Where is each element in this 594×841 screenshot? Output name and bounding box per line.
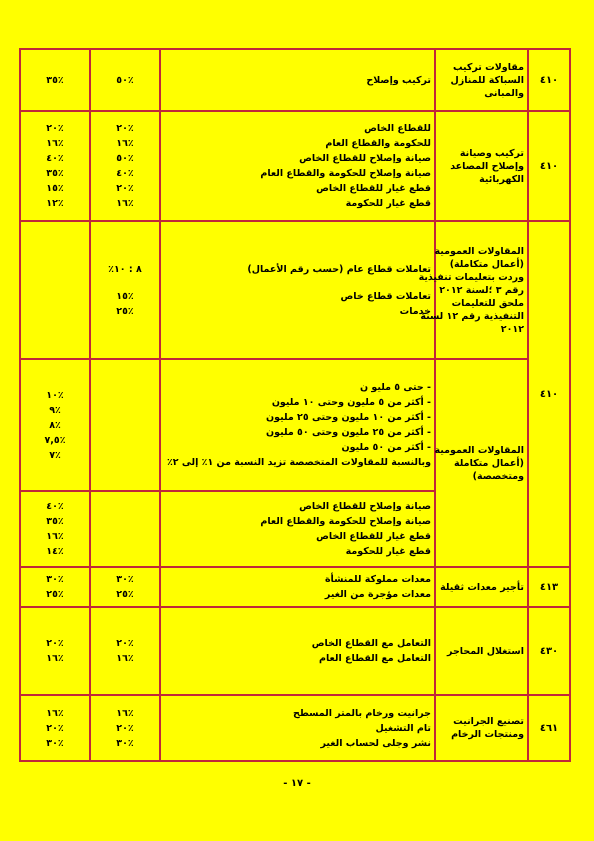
ratio-value: ٪٢٠: [46, 123, 64, 134]
ratio-value: ٪١٤: [46, 546, 64, 557]
detail-line: التعامل مع القطاع العام: [319, 653, 431, 664]
ratio-value: ٪١٦: [46, 653, 64, 664]
ratio-value: ٪٣٠: [116, 574, 134, 585]
activity-code-cell: ٤٦١: [528, 695, 570, 761]
detail-cell: [160, 49, 435, 111]
detail-line: تام التشغيل: [375, 722, 431, 734]
detail-line: للحكومة والقطاع العام: [325, 138, 431, 149]
ratio-value: ٪١٦: [116, 653, 134, 664]
ratio-col2-cell: [20, 695, 90, 761]
activity-code-cell: ٤١٠: [528, 111, 570, 221]
table-row: [20, 607, 570, 695]
ratio-value: ٪١٠: [46, 389, 64, 401]
ratio-value: ٪٤٠: [46, 501, 64, 512]
activity-name-line: الكهربائية: [479, 173, 524, 185]
ratio-value: ٪١٦: [46, 531, 64, 542]
detail-line: صيانة وإصلاح للقطاع الخاص: [299, 153, 431, 164]
activity-name-cell: [418, 221, 528, 359]
ratio-value: ٪٢٠: [116, 123, 134, 134]
ratio-value: ٪٢٠: [116, 183, 134, 194]
activity-name-cell: [435, 111, 528, 221]
ratio-value: ٪١٦: [116, 138, 134, 149]
ratio-value: ٪٢٥: [116, 305, 134, 317]
detail-line: - أكثر من ١٠ مليون وحتى ٢٥ مليون: [266, 412, 431, 423]
detail-line: - أكثر من ٢٥ مليون وحتى ٥٠ مليون: [266, 427, 431, 438]
detail-line: تعاملات قطاع عام (حسب رقم الأعمال): [247, 263, 431, 275]
detail-line: - أكثر من ٥٠ مليون: [341, 442, 431, 453]
activity-name-line: وإصلاح المصاعد: [450, 160, 524, 172]
ratio-value: ٪١٥: [46, 183, 64, 194]
detail-line: - حتى ٥ مليو ن: [359, 382, 431, 393]
detail-line: قطع غيار للقطاع الخاص: [316, 183, 431, 194]
detail-line: قطع غيار للحكومة: [345, 546, 431, 557]
activity-name-line: (أعمال متكاملة: [454, 457, 524, 469]
detail-line: صيانة وإصلاح للحكومة والقطاع العام: [260, 168, 431, 179]
detail-line: صيانة وإصلاح للحكومة والقطاع العام: [260, 516, 431, 527]
ratio-value: ٪١٥: [116, 290, 134, 302]
ratio-value: ٪١٦: [46, 138, 64, 149]
ratio-col2-cell: [20, 359, 90, 491]
activity-code-cell: ٤١٠: [528, 221, 570, 567]
activity-name-line: تركيب وصيانة: [459, 147, 524, 159]
activity-name-cell: [435, 49, 528, 111]
detail-cell: [160, 111, 435, 221]
ratio-value: ٪١٦: [46, 707, 64, 719]
table-body: [20, 49, 570, 761]
ratio-value: ٪٥٠: [116, 74, 134, 86]
detail-line: - أكثر من ٥ مليون وحتى ١٠ مليون: [271, 397, 431, 408]
ratio-value: ٪١٦: [116, 198, 134, 209]
ratio-value: ٪٢٥: [46, 589, 64, 600]
detail-line: قطع غيار للحكومة: [345, 198, 431, 209]
ratio-col1-cell: [90, 221, 160, 359]
ratio-value: ٪٥٠: [116, 153, 134, 164]
detail-line: معدات مؤجرة من الغير: [324, 589, 431, 600]
ratio-value: ٪٧: [49, 449, 61, 461]
activity-code-cell: ٤١٠: [528, 49, 570, 111]
detail-cell: [160, 359, 435, 491]
ratio-col1-cell: [90, 359, 160, 491]
detail-cell: [160, 607, 435, 695]
ratio-value: ٪٣٥: [46, 168, 64, 179]
activity-name-line: المقاولات العمومية: [434, 444, 524, 456]
detail-line: نشر وجلى لحساب الغير: [320, 737, 431, 749]
ratio-value: ٪٢٠: [116, 638, 134, 649]
ratio-value: ٪٩: [49, 404, 61, 416]
ratio-value: [94, 277, 156, 289]
ratio-col2-cell: [20, 491, 90, 567]
activity-name-line: المقاولات العمومية: [434, 245, 524, 257]
detail-line: تركيب وإصلاح: [366, 74, 431, 86]
ratio-value: ٪٣٠: [116, 737, 134, 749]
activity-name-cell: [435, 695, 528, 761]
ratio-col2-cell: [20, 49, 90, 111]
ratio-col2-cell: [20, 111, 90, 221]
ratio-value: ٪٢٠: [46, 722, 64, 734]
tax-ratios-table: [19, 48, 571, 762]
ratio-value: ٪٤٠: [46, 153, 64, 164]
table-row: [20, 221, 570, 359]
page-number: - ١٧ -: [283, 778, 311, 789]
activity-name-line: السباكة للمنازل: [450, 74, 524, 86]
activity-name-line: والمبانى: [484, 87, 524, 99]
activity-name-cell: [435, 567, 528, 607]
ratio-value: ٪٢٥: [116, 589, 134, 600]
ratio-col2-cell: [20, 221, 90, 359]
detail-line: جرانيت ورخام بالمتر المسطح: [292, 707, 431, 719]
detail-cell: [160, 221, 435, 359]
table-row: [20, 359, 570, 491]
ratio-value: ٪٣٥: [46, 516, 64, 527]
activity-name-line: مقاولات تركيب: [452, 61, 524, 73]
activity-name-cell: [435, 607, 528, 695]
detail-line: خدمات: [399, 305, 431, 317]
activity-name-line: ٢٠١٢: [500, 323, 524, 335]
ratio-value: ٪١٦: [116, 707, 134, 719]
activity-name-line: وردت بتعليمات تنفيذية: [418, 271, 524, 283]
detail-line: تعاملات قطاع خاص: [340, 290, 431, 302]
ratio-col2-cell: [20, 567, 90, 607]
ratio-value: ٪٣٠: [46, 737, 64, 749]
detail-line: وبالنسبة للمقاولات المتخصصة تزيد النسبة من ١٪ إلى ٢٪: [166, 457, 431, 468]
ratio-col1-cell: [90, 695, 160, 761]
ratio-value: ٪١٢: [46, 198, 64, 209]
detail-cell: [160, 695, 435, 761]
ratio-col1-cell: [90, 111, 160, 221]
activity-name-line: رقم ٣ ؛لسنة ٢٠١٢: [439, 284, 524, 296]
activity-code-cell: ٤١٣: [528, 567, 570, 607]
ratio-value: ٪٢٠: [46, 638, 64, 649]
ratio-col2-cell: [20, 607, 90, 695]
ratio-value: ٪٣٥: [46, 74, 64, 86]
ratio-value: ٪٤٠: [116, 168, 134, 179]
table-row: [20, 567, 570, 607]
ratio-value: ٪٧,٥: [44, 434, 66, 446]
detail-cell: [160, 491, 435, 567]
detail-line: للقطاع الخاص: [364, 123, 431, 134]
ratio-value: ٨ : ١٠٪: [108, 263, 142, 275]
detail-cell: [160, 567, 435, 607]
detail-line: [164, 277, 431, 289]
ratio-col1-cell: [90, 49, 160, 111]
activity-name-line: ومتخصصة): [472, 470, 524, 482]
activity-name-line: استغلال المحاجر: [447, 645, 524, 657]
activity-name-line: ملحق للتعليمات: [451, 297, 524, 309]
activity-code-cell: ٤٣٠: [528, 607, 570, 695]
ratio-col1-cell: [90, 567, 160, 607]
table-row: [20, 111, 570, 221]
detail-line: قطع غيار للقطاع الخاص: [316, 531, 431, 542]
table-row: [20, 695, 570, 761]
ratio-col1-cell: [90, 491, 160, 567]
ratio-value: ٪٨: [49, 419, 61, 431]
ratio-col1-cell: [90, 607, 160, 695]
detail-line: التعامل مع القطاع الخاص: [311, 638, 431, 649]
ratio-value: ٪٢٠: [116, 722, 134, 734]
activity-name-line: (أعمال متكاملة): [449, 258, 524, 270]
activity-name-line: تصنيع الجرانيت: [453, 716, 524, 727]
activity-name-line: التنفيذية رقم ١٢ لسنة: [420, 310, 524, 322]
document-page: [19, 48, 569, 775]
activity-name-line: تأجير معدات ثقيلة: [440, 581, 524, 593]
table-row: [20, 49, 570, 111]
activity-name-cell: [435, 359, 528, 567]
activity-name-line: ومنتجات الرخام: [451, 729, 524, 740]
ratio-value: ٪٣٠: [46, 574, 64, 585]
detail-line: معدات مملوكة للمنشأة: [324, 574, 431, 585]
detail-line: صيانة وإصلاح للقطاع الخاص: [299, 501, 431, 512]
